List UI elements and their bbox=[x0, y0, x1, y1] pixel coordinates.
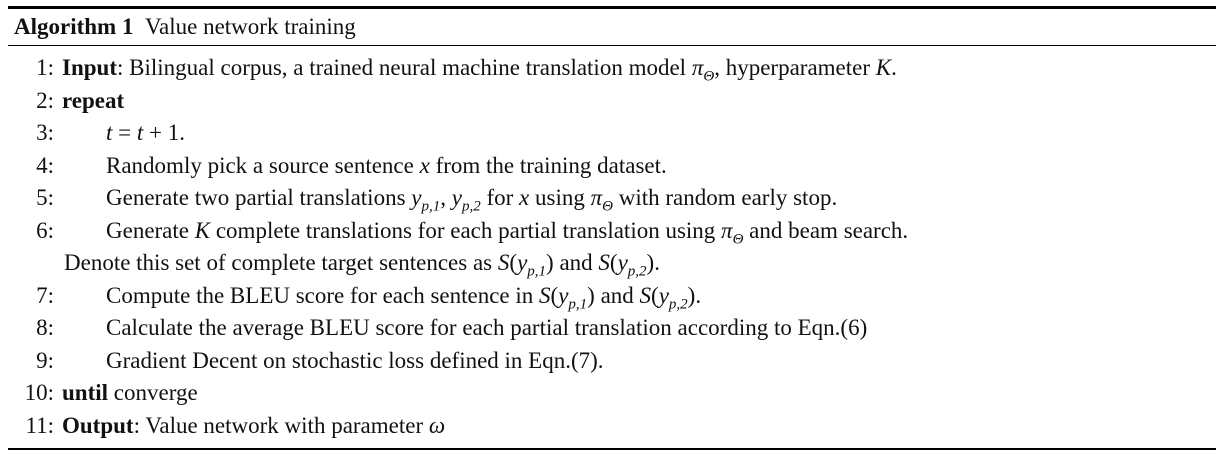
math-symbol: y bbox=[451, 185, 462, 210]
algorithm-title-name: Value network training bbox=[144, 14, 356, 39]
text-segment: = bbox=[112, 120, 137, 145]
line-text bbox=[106, 312, 867, 345]
line-number: 5: bbox=[36, 185, 54, 210]
math-symbol: π bbox=[691, 55, 704, 80]
math-subscript: p,1 bbox=[527, 263, 547, 280]
math-symbol: K bbox=[875, 55, 892, 80]
line-number: 10: bbox=[24, 380, 54, 405]
line-text bbox=[106, 117, 185, 150]
math-symbol: y bbox=[658, 282, 669, 308]
line-number: 11: bbox=[25, 412, 54, 438]
text-segment: ( bbox=[651, 282, 659, 308]
text-segment: Randomly pick a source sentence bbox=[106, 152, 420, 178]
math-symbol: π bbox=[590, 185, 603, 210]
line-text bbox=[106, 345, 604, 378]
algorithm-line bbox=[8, 150, 1216, 183]
text-segment: for bbox=[480, 185, 520, 210]
math-symbol: y bbox=[558, 282, 569, 308]
algorithm-line bbox=[8, 312, 1216, 345]
math-symbol: t bbox=[136, 120, 144, 145]
keyword: until bbox=[62, 380, 109, 405]
algorithm-line bbox=[8, 410, 1216, 443]
line-text bbox=[62, 377, 198, 410]
algorithm-title bbox=[8, 9, 1216, 45]
bottom-rule bbox=[8, 448, 1216, 450]
algorithm-label: Algorithm 1 bbox=[14, 14, 134, 39]
line-number: 7: bbox=[36, 282, 54, 308]
line-text bbox=[62, 85, 124, 118]
math-symbol: y bbox=[411, 185, 422, 210]
text-segment: ( bbox=[509, 250, 518, 275]
line-text bbox=[106, 150, 667, 183]
text-segment: . bbox=[891, 55, 897, 80]
text-segment: ) and bbox=[546, 250, 599, 275]
math-symbol: S bbox=[639, 282, 652, 308]
algorithm-line-continuation bbox=[8, 247, 1216, 280]
text-segment: , hyperparameter bbox=[714, 55, 876, 80]
text-segment: Compute the BLEU score for each sentence in bbox=[106, 282, 540, 308]
math-subscript: p,1 bbox=[421, 198, 441, 215]
keyword: repeat bbox=[62, 87, 125, 113]
math-subscript: Θ bbox=[602, 198, 613, 215]
math-symbol: y bbox=[517, 250, 528, 275]
math-symbol: x bbox=[419, 152, 430, 178]
algorithm-line bbox=[8, 280, 1216, 313]
algorithm-line bbox=[8, 182, 1216, 215]
text-segment: using bbox=[529, 185, 591, 210]
keyword: Input bbox=[62, 55, 117, 80]
line-text bbox=[62, 52, 897, 93]
algorithm-line bbox=[8, 117, 1216, 150]
line-number: 9: bbox=[36, 347, 54, 373]
text-segment: ( bbox=[609, 250, 618, 275]
text-segment: Denote this set of complete target sentences as bbox=[64, 250, 498, 275]
text-segment: Generate bbox=[106, 217, 195, 243]
text-segment: Calculate the average BLEU score for each partial translation according to Eqn.(6) bbox=[106, 315, 868, 340]
math-subscript: p,1 bbox=[568, 296, 588, 313]
text-segment: : Bilingual corpus, a trained neural machine translation model bbox=[116, 55, 692, 80]
line-number: 2: bbox=[36, 87, 54, 113]
text-segment: with random early stop. bbox=[612, 185, 838, 210]
text-segment: ) and bbox=[587, 282, 640, 308]
keyword: Output bbox=[62, 412, 134, 438]
line-number: 4: bbox=[36, 152, 54, 178]
algorithm-line bbox=[8, 377, 1216, 410]
line-number: 3: bbox=[36, 120, 54, 145]
math-symbol: ω bbox=[428, 412, 446, 438]
math-subscript: Θ bbox=[732, 231, 744, 248]
math-subscript: p,2 bbox=[668, 296, 688, 313]
math-subscript: p,2 bbox=[627, 263, 647, 280]
algorithm-line bbox=[8, 215, 1216, 248]
algorithm-line bbox=[8, 345, 1216, 378]
algorithm-steps bbox=[8, 46, 1216, 442]
text-segment: ). bbox=[687, 282, 702, 308]
line-text bbox=[62, 410, 445, 443]
math-subscript: p,2 bbox=[461, 198, 481, 215]
line-number: 8: bbox=[36, 315, 54, 340]
math-subscript: Θ bbox=[703, 68, 715, 85]
math-symbol: S bbox=[497, 250, 510, 275]
line-number: 6: bbox=[36, 217, 54, 243]
text-segment: ). bbox=[646, 250, 660, 275]
math-symbol: x bbox=[519, 185, 530, 210]
algorithm-box bbox=[8, 6, 1216, 450]
text-segment: ( bbox=[550, 282, 559, 308]
text-segment: Gradient Decent on stochastic loss defined in Eqn.(7). bbox=[106, 347, 604, 373]
math-symbol: S bbox=[598, 250, 610, 275]
text-segment: + 1. bbox=[143, 120, 185, 145]
math-symbol: S bbox=[539, 282, 551, 308]
math-symbol: t bbox=[106, 120, 113, 145]
text-segment: : Value network with parameter bbox=[133, 412, 429, 438]
text-segment: from the training dataset. bbox=[429, 152, 667, 178]
math-symbol: K bbox=[194, 217, 211, 243]
algorithm-line bbox=[8, 52, 1216, 85]
text-segment: complete translations for each partial translation using bbox=[210, 217, 722, 243]
text-segment: Generate two partial translations bbox=[106, 185, 412, 210]
text-segment: and beam search. bbox=[743, 217, 909, 243]
line-number: 1: bbox=[36, 55, 54, 80]
text-segment: converge bbox=[108, 380, 198, 405]
math-symbol: π bbox=[721, 217, 733, 243]
text-segment: , bbox=[440, 185, 452, 210]
math-symbol: y bbox=[617, 250, 628, 275]
